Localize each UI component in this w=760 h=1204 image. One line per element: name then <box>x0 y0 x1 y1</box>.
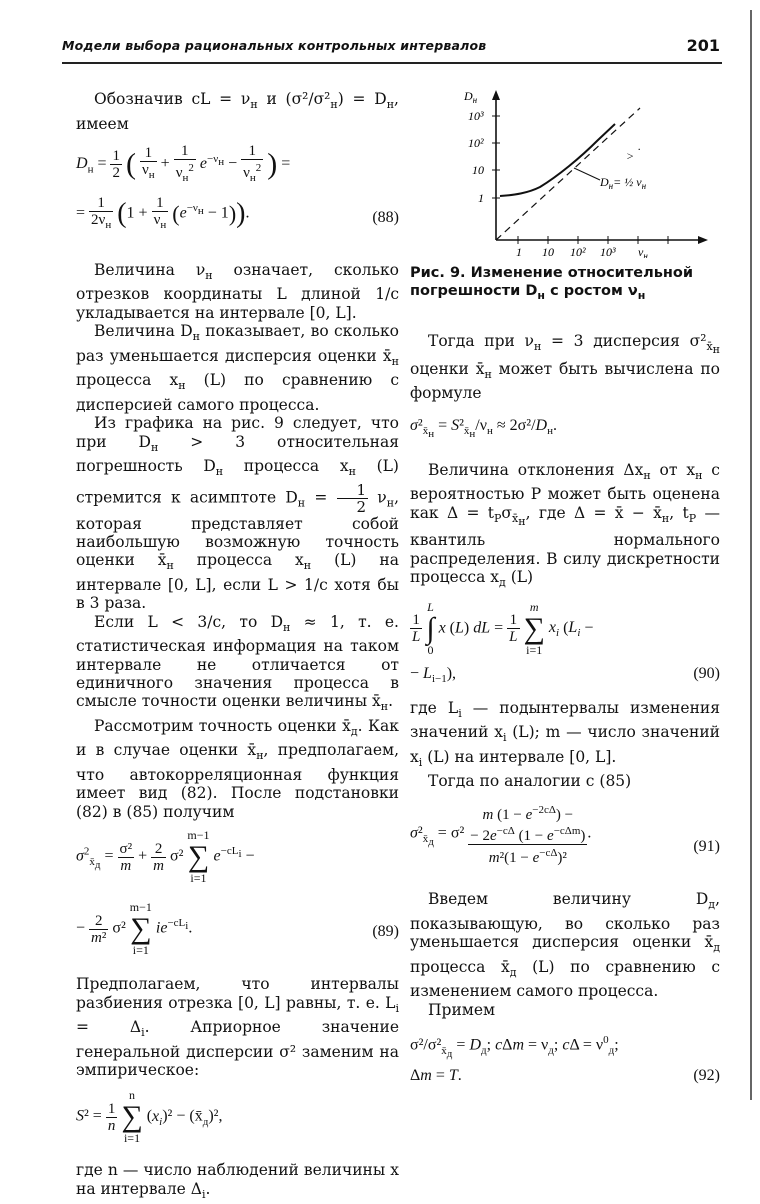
equation-number: (89) <box>372 923 399 941</box>
y-tick-label: 10³ <box>468 109 484 123</box>
figure-caption: Рис. 9. Изменение относительной погрешности $D_н$ с ростом $\nu_н$ <box>410 265 694 302</box>
running-head: Модели выбора рациональных контрольных интервалов <box>62 38 487 53</box>
page-number: 201 <box>686 36 720 55</box>
equation-89-cont: − $\frac{2}{\text{m²}}$ σ² m−1 ∑ i=1 $ie^{-cL_i}$. (89) <box>76 900 399 958</box>
paragraph: Если L < 3/c, то $D_н \approx 1$, т. е. статистическая информация на таком интервале не отличается от единичного значения процесса в смысле точности оценки величины $x̄_н$. <box>76 612 399 714</box>
paragraph: где n — число наблюдений величины x на интервале $\Delta_i$. <box>76 1161 399 1201</box>
equation-89: $\sigma^2_{x̄_д}$ = $\frac{\text{σ²}}{m}$ + $\frac{2}{m}$ σ² m−1 ∑ i=1 $e^{-cL_i}$ − <box>76 828 255 886</box>
equation-variance: $\sigma^2_{x̄_н} = S^2_{x̄_н}/\nu_н \approx 2\sigma^2/D_н$. <box>410 416 557 440</box>
paragraph: Величина $\nu_н$ означает, сколько отрезков координаты L длиной 1/c укладывается на интервале [0, L]. <box>76 260 399 322</box>
y-tick-label: 10² <box>468 136 484 150</box>
x-tick-label: 1 <box>516 245 522 258</box>
equation-number: (88) <box>372 208 399 226</box>
equation-90: $\frac{1}{L}$ L ∫ 0 x (L) dL = $\frac{1}{L}$ m ∑ i=1 $x_i$ ($L_i$ − <box>412 599 594 657</box>
figure-9-plot <box>440 88 710 258</box>
y-tick-label: 10 <box>472 163 484 177</box>
label-leader <box>574 168 600 180</box>
page-edge-line <box>750 10 752 1100</box>
equation-90-cont: − $L_{i-1}$), (90) <box>410 664 720 685</box>
x-tick-label: 10² <box>570 245 586 258</box>
header-rule <box>62 62 722 64</box>
paragraph: Предполагаем, что интервалы разбиения отрезка [0, L] равны, т. е. $L_i = \Delta_i$. Априорное значение генеральной дисперсии σ² заменим на эмпирическое: <box>76 975 399 1079</box>
x-axis-arrow <box>698 236 708 244</box>
paragraph: Тогда при $\nu_н = 3$ дисперсия $\sigma^2_{x̄_н}$ оценки $x̄_н$ может быть вычислена по формуле <box>410 332 721 403</box>
equation-88: $D_н$ = $\frac{1}{2}$ ( $\frac{1}{\nu_н}$ + $\frac{1}{\nu_н^2}$ $e^{-\nu_н}$ − $\frac{1}{\nu_н^2}$ ) = <box>76 142 291 184</box>
y-axis-arrow <box>492 90 500 100</box>
asymptote-line <box>496 108 640 240</box>
y-axis-label: $D_н$ <box>464 89 478 105</box>
left-column <box>76 90 399 1204</box>
paragraph: Примем <box>428 1000 496 1019</box>
asymptote-label: $D_н=$ ½ $\nu_н$ <box>600 175 647 191</box>
curve-mark: > <box>626 149 635 163</box>
curve-mark: . <box>638 139 641 153</box>
paragraph: Из графика на рис. 9 следует, что при $D_н > 3$ относительная погрешность $D_н$ процесса $x_н$ (L) стремится к асимптоте $D_н$ = $\frac{1}{2}$ $\nu_н$, которая представляет собой наибольшую возможную точность оценки $x̄_н$ процесса $x_н$ (L) на интервале [0, L], если L > 1/c хотя бы в 3 раза. <box>76 414 400 613</box>
paragraph: Обозначив cL = $\nu_н$ и $(\sigma^2/\sigma^2_н) = D_н$, имеем <box>76 90 399 133</box>
paragraph: где $L_i$ — подынтервалы изменения значений $x_i$ (L); m — число значений $x_i$ (L) на интервале [0, L]. <box>410 698 721 769</box>
paragraph: Рассмотрим точность оценки $x̄_д$. Как и в случае оценки $x̄_н$, предполагаем, что автокорреляционная функция имеет вид (82). После подстановки (82) в (85) получим <box>76 716 400 821</box>
equation-s2: S² = $\frac{1}{n}$ n ∑ i=1 $(x_i)^2$ − $(x̄_д)^2$, <box>76 1088 223 1146</box>
equation-92: $\sigma^2/\sigma^2_{x̄_д} = D_д$; $c\Delta m = \nu_д$; $c\Delta = \nu^0_д$; <box>410 1034 619 1060</box>
dn-curve <box>500 124 615 196</box>
paragraph: Величина $D_н$ показывает, во сколько раз уменьшается дисперсия оценки $x̄_н$ процесса $x_н$ (L) по сравнению с дисперсией самого процесса. <box>76 322 400 414</box>
equation-91: $\sigma^2_{x̄_д} = \sigma^2$ m $(1 - e^{-2c\Delta})$ − − $2e^{-c\Delta}$ $(1 - e^{-c\Delta m})$ $m^2(1 - e^{-c\Delta})^2$ . (91) <box>410 804 720 867</box>
x-tick-label: 10 <box>542 245 554 258</box>
equation-number: (92) <box>693 1067 720 1085</box>
paragraph: Тогда по аналогии с (85) <box>428 772 632 790</box>
equation-88-cont: = $\frac{1}{2\nu_н}$ (1 + $\frac{1}{\nu_н}$ $(e^{-\nu_н} - 1)$). (88) <box>76 194 399 231</box>
paragraph: Введем величину $D_д$, показывающую, во сколько раз уменьшается дисперсия оценки $x̄_д$ процесса $x̄_д$ (L) по сравнению с изменением самого процесса. <box>410 890 721 1001</box>
equation-number: (90) <box>693 664 720 682</box>
x-tick-label: 10³ <box>600 245 616 258</box>
right-column <box>410 332 720 1091</box>
equation-number: (91) <box>693 838 720 856</box>
paragraph: Величина отклонения $\Delta x_н$ от $x_н$ с вероятностью P может быть оценена как $\Delta = t_P\sigma_{x̄_н}$, где Δ = x̄ − $x̄_н$, $t_P$ — квантиль нормального распределения. В силу дискретности процесса $x_д$ (L) <box>410 460 720 590</box>
equation-92-cont: Δm = T. (92) <box>410 1067 720 1085</box>
y-tick-label: 1 <box>478 191 484 205</box>
x-axis-label: $\nu_н$ <box>638 245 648 258</box>
